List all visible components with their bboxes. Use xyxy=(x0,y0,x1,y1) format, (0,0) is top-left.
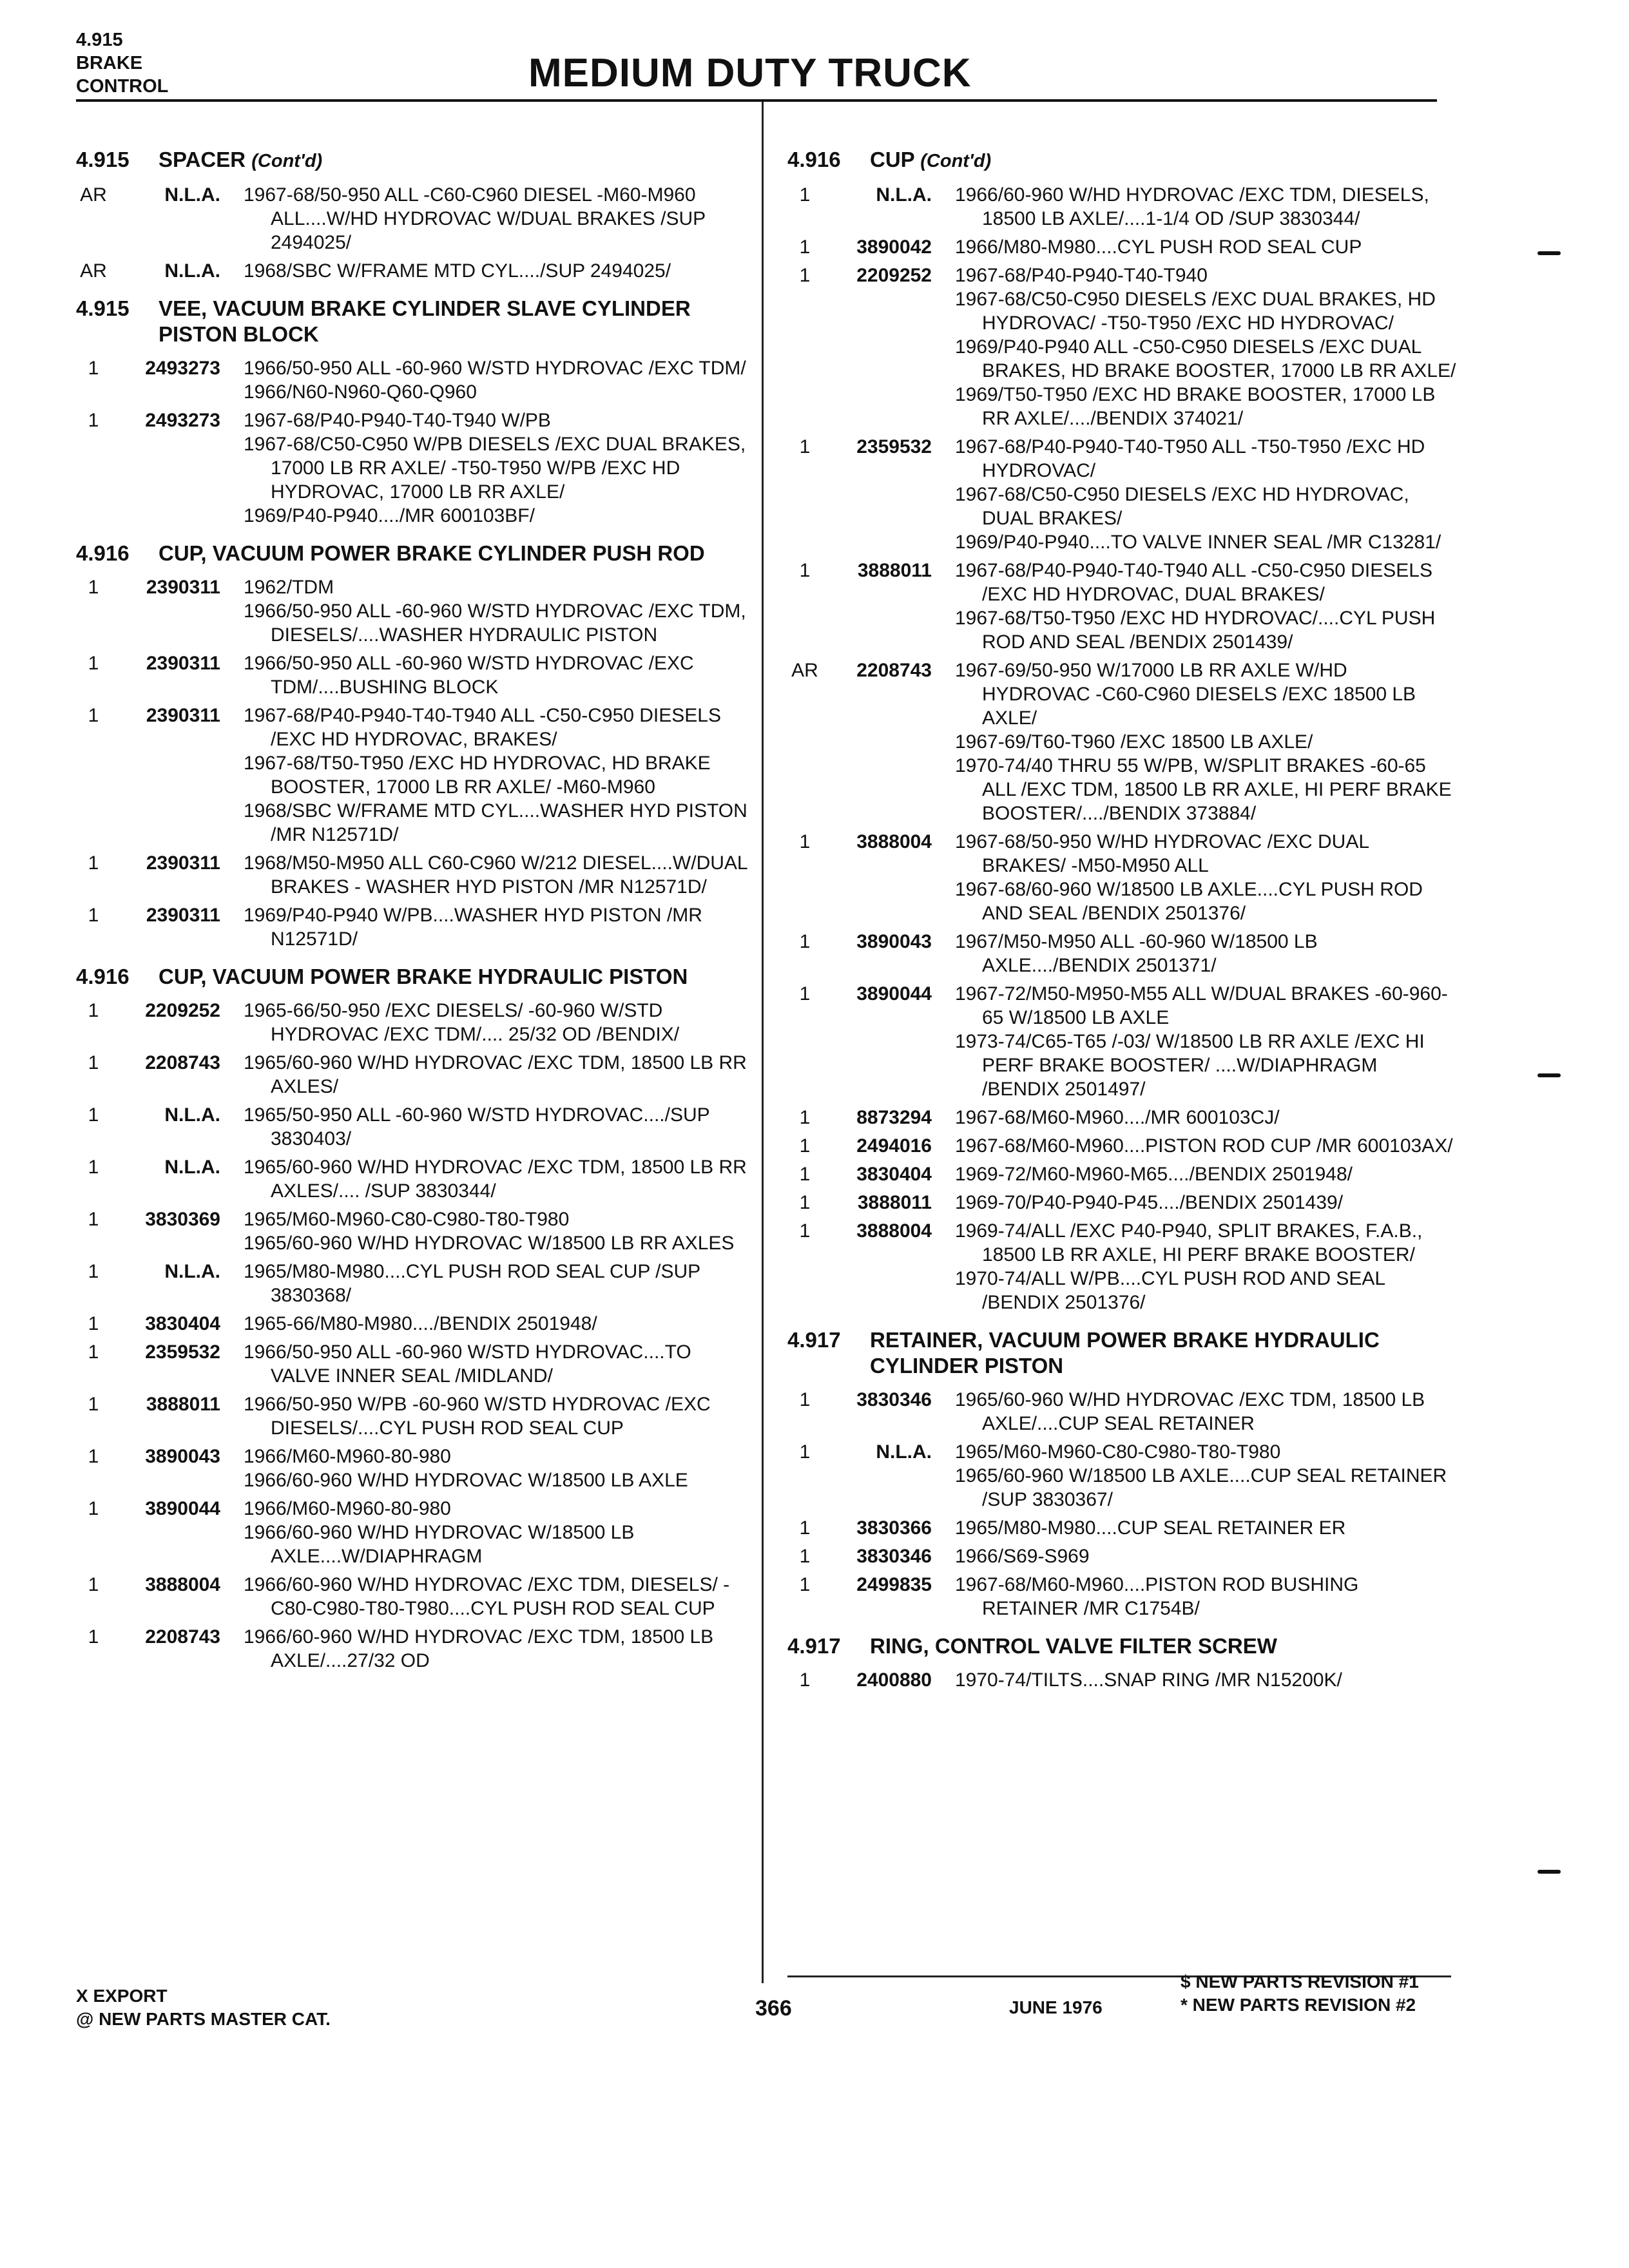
part-description xyxy=(244,1312,753,1336)
part-entry xyxy=(76,1260,753,1307)
part-entry xyxy=(76,704,753,847)
part-number: N.L.A. xyxy=(164,184,220,206)
part-description xyxy=(955,1440,1458,1512)
quantity: 1 xyxy=(88,705,99,726)
part-description xyxy=(244,1625,753,1673)
description-line: 1967-69/50-950 W/17000 LB RR AXLE W/HD HYDROVAC -C60-C960 DIESELS /EXC 18500 LB AXLE/ xyxy=(955,660,1416,729)
description-line: 1965/60-960 W/18500 LB AXLE....CUP SEAL RETAINER /SUP 3830367/ xyxy=(955,1465,1447,1510)
description-line: 1968/SBC W/FRAME MTD CYL....WASHER HYD PISTON /MR N12571D/ xyxy=(244,800,747,845)
quantity: 1 xyxy=(88,1498,99,1519)
part-number: 3890043 xyxy=(856,931,932,952)
section-title-text: RETAINER, VACUUM POWER BRAKE HYDRAULIC CYLINDER PISTON xyxy=(870,1328,1380,1378)
footer-legend-item: @ NEW PARTS MASTER CAT. xyxy=(76,2009,331,2029)
section-title xyxy=(870,147,1458,174)
part-number: 2208743 xyxy=(145,1626,220,1648)
part-entry xyxy=(76,356,753,404)
part-number: 3888011 xyxy=(146,1394,220,1415)
section-heading xyxy=(787,147,1458,174)
part-entry xyxy=(76,183,753,255)
footer-legend-right xyxy=(1181,1970,1419,2017)
section-title xyxy=(870,1327,1458,1379)
part-description xyxy=(955,1573,1458,1620)
quantity: 1 xyxy=(799,1107,811,1128)
part-entry xyxy=(76,1573,753,1620)
description-line: 1967-68/C50-C950 DIESELS /EXC HD HYDROVAC, DUAL BRAKES/ xyxy=(955,484,1409,529)
description-line: 1970-74/TILTS....SNAP RING /MR N15200K/ xyxy=(955,1669,1342,1691)
part-description xyxy=(955,1219,1458,1314)
section-heading xyxy=(76,296,753,347)
quantity: 1 xyxy=(88,905,99,926)
part-description xyxy=(244,1497,753,1568)
section-title-text: CUP xyxy=(870,148,915,171)
description-line: 1969-74/ALL /EXC P40-P940, SPLIT BRAKES, F.A.B., 18500 LB RR AXLE, HI PERF BRAKE BOOSTER/ xyxy=(955,1220,1423,1265)
part-description xyxy=(955,1668,1458,1692)
part-entry xyxy=(787,1544,1458,1568)
part-number: 2390311 xyxy=(146,577,220,598)
section-title xyxy=(870,1633,1458,1659)
part-entry xyxy=(787,930,1458,977)
part-entry xyxy=(787,1440,1458,1512)
description-line: 1966/M80-M980....CYL PUSH ROD SEAL CUP xyxy=(955,236,1362,258)
part-number: 8873294 xyxy=(856,1107,932,1128)
part-entry xyxy=(787,1668,1458,1692)
part-entry xyxy=(787,830,1458,925)
part-description xyxy=(955,235,1458,259)
part-entry xyxy=(76,1155,753,1203)
part-number: 2493273 xyxy=(145,410,220,431)
section-title xyxy=(159,296,753,347)
section-code-line: CONTROL xyxy=(76,76,169,97)
description-line: 1966/M60-M960-80-980 xyxy=(244,1498,451,1519)
footer-legend-item: $ NEW PARTS REVISION #1 xyxy=(1181,1972,1419,1992)
description-line: 1967-68/M60-M960..../MR 600103CJ/ xyxy=(955,1107,1280,1128)
part-description xyxy=(955,930,1458,977)
part-description xyxy=(244,651,753,699)
part-number: 3888011 xyxy=(857,1192,932,1213)
part-number: 2494016 xyxy=(856,1135,932,1157)
description-line: 1967-68/50-950 W/HD HYDROVAC /EXC DUAL BRAKES/ -M50-M950 ALL xyxy=(955,831,1369,876)
quantity: 1 xyxy=(88,1000,99,1021)
part-entry xyxy=(76,999,753,1046)
quantity: 1 xyxy=(88,1209,99,1230)
part-entry xyxy=(76,851,753,899)
quantity: 1 xyxy=(799,983,811,1004)
description-line: 1965/60-960 W/HD HYDROVAC /EXC TDM, 18500 LB RR AXLES/ xyxy=(244,1052,747,1097)
description-line: 1966/50-950 W/PB -60-960 W/STD HYDROVAC /EXC DIESELS/....CYL PUSH ROD SEAL CUP xyxy=(244,1394,711,1439)
part-description xyxy=(955,264,1458,430)
description-line: 1969/P40-P940 ALL -C50-C950 DIESELS /EXC DUAL BRAKES, HD BRAKE BOOSTER, 17000 LB RR AXLE/ xyxy=(955,336,1456,381)
left-column xyxy=(76,147,753,1677)
section-title xyxy=(159,147,753,174)
description-line: 1967-68/60-960 W/18500 LB AXLE....CYL PUSH ROD AND SEAL /BENDIX 2501376/ xyxy=(955,879,1423,924)
description-line: 1969/P40-P940....TO VALVE INNER SEAL /MR C13281/ xyxy=(955,532,1441,553)
description-line: 1967-68/C50-C950 DIESELS /EXC DUAL BRAKES, HD HYDROVAC/ -T50-T950 /EXC HD HYDROVAC/ xyxy=(955,289,1436,334)
part-number: 3888004 xyxy=(856,1220,932,1242)
part-number: 3890043 xyxy=(145,1446,220,1467)
part-entry xyxy=(787,435,1458,554)
part-description xyxy=(955,559,1458,654)
part-description xyxy=(955,1388,1458,1436)
part-number: 3890042 xyxy=(856,236,932,258)
quantity: 1 xyxy=(799,436,811,457)
quantity: 1 xyxy=(799,1220,811,1242)
right-column xyxy=(787,147,1458,1696)
description-line: 1965/M60-M960-C80-C980-T80-T980 xyxy=(244,1209,570,1230)
part-entry xyxy=(787,1573,1458,1620)
description-line: 1965/50-950 ALL -60-960 W/STD HYDROVAC..../SUP 3830403/ xyxy=(244,1104,710,1149)
description-line: 1966/50-950 ALL -60-960 W/STD HYDROVAC....TO VALVE INNER SEAL /MIDLAND/ xyxy=(244,1341,691,1387)
section-title-text: CUP, VACUUM POWER BRAKE CYLINDER PUSH ROD xyxy=(159,541,705,565)
part-description xyxy=(244,259,753,283)
part-number: 3888011 xyxy=(857,560,932,581)
part-number: 2209252 xyxy=(145,1000,220,1021)
part-description xyxy=(244,356,753,404)
part-description xyxy=(244,1155,753,1203)
description-line: 1966/60-960 W/HD HYDROVAC /EXC TDM, DIESELS/ -C80-C980-T80-T980....CYL PUSH ROD SEAL CUP xyxy=(244,1574,730,1619)
part-entry xyxy=(787,183,1458,231)
footer-legend-item: * NEW PARTS REVISION #2 xyxy=(1181,1995,1416,2015)
part-number: 2208743 xyxy=(856,660,932,681)
section-heading xyxy=(787,1327,1458,1379)
part-number: N.L.A. xyxy=(164,1104,220,1126)
part-entry xyxy=(76,259,753,283)
part-entry xyxy=(76,1207,753,1255)
part-description xyxy=(244,1392,753,1440)
part-description xyxy=(955,1544,1458,1568)
quantity: 1 xyxy=(88,1052,99,1073)
section-heading xyxy=(787,1633,1458,1659)
part-description xyxy=(955,183,1458,231)
section-title xyxy=(159,964,753,990)
description-line: 1967/M50-M950 ALL -60-960 W/18500 LB AXLE..../BENDIX 2501371/ xyxy=(955,931,1318,976)
part-description xyxy=(955,1134,1458,1158)
part-entry xyxy=(787,559,1458,654)
section-number: 4.916 xyxy=(76,541,130,565)
description-line: 1968/SBC W/FRAME MTD CYL..../SUP 2494025/ xyxy=(244,260,671,282)
part-description xyxy=(244,1207,753,1255)
part-number: N.L.A. xyxy=(876,1441,932,1463)
description-line: 1966/60-960 W/HD HYDROVAC W/18500 LB AXLE....W/DIAPHRAGM xyxy=(244,1522,635,1567)
quantity: 1 xyxy=(799,1574,811,1595)
part-entry xyxy=(787,1388,1458,1436)
quantity: 1 xyxy=(88,1157,99,1178)
description-line: 1967-68/P40-P940-T40-T940 ALL -C50-C950 DIESELS /EXC HD HYDROVAC, DUAL BRAKES/ xyxy=(955,560,1432,605)
section-title-text: SPACER xyxy=(159,148,246,171)
part-entry xyxy=(787,235,1458,259)
part-entry xyxy=(76,1340,753,1388)
continued-label: (Cont'd) xyxy=(920,151,992,171)
part-description xyxy=(244,704,753,847)
quantity: 1 xyxy=(799,1389,811,1410)
description-line: 1966/50-950 ALL -60-960 W/STD HYDROVAC /EXC TDM, DIESELS/....WASHER HYDRAULIC PISTON xyxy=(244,601,746,646)
section-title-text: RING, CONTROL VALVE FILTER SCREW xyxy=(870,1634,1277,1658)
page-number: 366 xyxy=(755,1996,792,2021)
section-number: 4.917 xyxy=(787,1328,841,1352)
quantity: 1 xyxy=(88,1104,99,1126)
section-code xyxy=(76,28,168,98)
part-number: 2390311 xyxy=(146,852,220,874)
description-line: 1967-68/T50-T950 /EXC HD HYDROVAC/....CYL PUSH ROD AND SEAL /BENDIX 2501439/ xyxy=(955,608,1436,653)
quantity: 1 xyxy=(88,1574,99,1595)
part-number: 2390311 xyxy=(146,705,220,726)
description-line: 1965-66/50-950 /EXC DIESELS/ -60-960 W/STD HYDROVAC /EXC TDM/.... 25/32 OD /BENDIX/ xyxy=(244,1000,680,1045)
part-description xyxy=(955,1106,1458,1129)
section-heading xyxy=(76,964,753,990)
part-number: 3830346 xyxy=(856,1389,932,1410)
part-entry xyxy=(787,658,1458,825)
description-line: 1967-68/P40-P940-T40-T940 xyxy=(955,265,1208,286)
part-entry xyxy=(787,1134,1458,1158)
section-number: 4.915 xyxy=(76,148,130,171)
part-entry xyxy=(787,1191,1458,1215)
part-number: N.L.A. xyxy=(876,184,932,206)
description-line: 1965/60-960 W/HD HYDROVAC W/18500 LB RR AXLES xyxy=(244,1233,735,1254)
description-line: 1967-68/T50-T950 /EXC HD HYDROVAC, HD BRAKE BOOSTER, 17000 LB RR AXLE/ -M60-M960 xyxy=(244,753,711,798)
quantity: 1 xyxy=(88,1313,99,1334)
footer-legend-item: X EXPORT xyxy=(76,1986,168,2006)
part-entry xyxy=(787,1106,1458,1129)
part-entry xyxy=(76,575,753,647)
part-number: N.L.A. xyxy=(164,1157,220,1178)
description-line: 1967-68/P40-P940-T40-T940 W/PB xyxy=(244,410,551,431)
section-title-text: CUP, VACUUM POWER BRAKE HYDRAULIC PISTON xyxy=(159,965,688,988)
part-description xyxy=(955,1191,1458,1215)
description-line: 1970-74/40 THRU 55 W/PB, W/SPLIT BRAKES -60-65 ALL /EXC TDM, 18500 LB RR AXLE, HI PERF BRAKE BOOSTER/..../BENDIX 373884/ xyxy=(955,755,1452,824)
part-entry xyxy=(787,982,1458,1101)
part-description xyxy=(244,851,753,899)
quantity: 1 xyxy=(88,1626,99,1648)
page-title: MEDIUM DUTY TRUCK xyxy=(528,51,972,95)
margin-mark xyxy=(1537,1073,1561,1077)
part-number: 2400880 xyxy=(856,1669,932,1691)
part-entry xyxy=(787,264,1458,430)
quantity: 1 xyxy=(799,265,811,286)
part-number: N.L.A. xyxy=(164,1261,220,1282)
description-line: 1966/50-950 ALL -60-960 W/STD HYDROVAC /EXC TDM/....BUSHING BLOCK xyxy=(244,653,694,698)
description-line: 1966/50-950 ALL -60-960 W/STD HYDROVAC /EXC TDM/ xyxy=(244,358,746,379)
description-line: 1967-72/M50-M950-M55 ALL W/DUAL BRAKES -60-960-65 W/18500 LB AXLE xyxy=(955,983,1448,1028)
description-line: 1969-72/M60-M960-M65..../BENDIX 2501948/ xyxy=(955,1164,1353,1185)
description-line: 1969-70/P40-P940-P45..../BENDIX 2501439/ xyxy=(955,1192,1344,1213)
quantity: 1 xyxy=(88,1261,99,1282)
part-number: 2493273 xyxy=(145,358,220,379)
section-code-line: 4.915 xyxy=(76,30,123,50)
description-line: 1965/M60-M960-C80-C980-T80-T980 xyxy=(955,1441,1281,1463)
part-description xyxy=(244,575,753,647)
part-description xyxy=(244,183,753,255)
part-description xyxy=(244,1103,753,1151)
description-line: 1967-68/P40-P940-T40-T940 ALL -C50-C950 DIESELS /EXC HD HYDROVAC, BRAKES/ xyxy=(244,705,721,750)
quantity: 1 xyxy=(799,1135,811,1157)
description-line: 1962/TDM xyxy=(244,577,334,598)
description-line: 1967-68/50-950 ALL -C60-C960 DIESEL -M60-M960 ALL....W/HD HYDROVAC W/DUAL BRAKES /SUP 2494025/ xyxy=(244,184,706,253)
part-description xyxy=(244,1260,753,1307)
margin-mark xyxy=(1537,1870,1561,1874)
description-line: 1968/M50-M950 ALL C60-C960 W/212 DIESEL....W/DUAL BRAKES - WASHER HYD PISTON /MR N12571D/ xyxy=(244,852,747,898)
part-entry xyxy=(76,408,753,528)
part-number: N.L.A. xyxy=(164,260,220,282)
description-line: 1965/M80-M980....CYL PUSH ROD SEAL CUP /SUP 3830368/ xyxy=(244,1261,700,1306)
quantity: 1 xyxy=(88,653,99,674)
part-entry xyxy=(787,1516,1458,1540)
part-description xyxy=(244,1573,753,1620)
section-code-line: BRAKE xyxy=(76,53,143,73)
continued-label: (Cont'd) xyxy=(251,151,323,171)
part-number: 3890044 xyxy=(856,983,932,1004)
description-line: 1967-68/M60-M960....PISTON ROD BUSHING RETAINER /MR C1754B/ xyxy=(955,1574,1359,1619)
part-entry xyxy=(76,1312,753,1336)
header-divider xyxy=(76,99,1437,102)
quantity: 1 xyxy=(799,236,811,258)
description-line: 1969/P40-P940 W/PB....WASHER HYD PISTON /MR N12571D/ xyxy=(244,905,702,950)
description-line: 1966/M60-M960-80-980 xyxy=(244,1446,451,1467)
part-number: 2390311 xyxy=(146,905,220,926)
quantity: 1 xyxy=(88,1394,99,1415)
part-description xyxy=(244,903,753,951)
quantity: 1 xyxy=(799,560,811,581)
quantity: 1 xyxy=(799,1441,811,1463)
section-heading xyxy=(76,541,753,566)
section-title xyxy=(159,541,753,566)
description-line: 1966/N60-N960-Q60-Q960 xyxy=(244,381,477,403)
part-number: 3830366 xyxy=(856,1517,932,1539)
part-description xyxy=(244,408,753,528)
description-line: 1967-68/C50-C950 W/PB DIESELS /EXC DUAL BRAKES, 17000 LB RR AXLE/ -T50-T950 W/PB /EXC HD HYDROVAC, 17000 LB RR AXLE/ xyxy=(244,434,746,503)
part-entry xyxy=(76,903,753,951)
description-line: 1967-69/T60-T960 /EXC 18500 LB AXLE/ xyxy=(955,731,1313,753)
quantity: AR xyxy=(80,260,107,282)
description-line: 1965/60-960 W/HD HYDROVAC /EXC TDM, 18500 LB RR AXLES/.... /SUP 3830344/ xyxy=(244,1157,747,1202)
part-entry xyxy=(76,1445,753,1492)
part-number: 2359532 xyxy=(856,436,932,457)
quantity: 1 xyxy=(88,852,99,874)
part-number: 2359532 xyxy=(145,1341,220,1363)
part-entry xyxy=(787,1162,1458,1186)
part-number: 3830404 xyxy=(145,1313,220,1334)
part-number: 3830404 xyxy=(856,1164,932,1185)
description-line: 1969/P40-P940..../MR 600103BF/ xyxy=(244,505,535,526)
description-line: 1966/60-960 W/HD HYDROVAC /EXC TDM, DIESELS, 18500 LB AXLE/....1-1/4 OD /SUP 3830344/ xyxy=(955,184,1429,229)
quantity: 1 xyxy=(88,358,99,379)
quantity: 1 xyxy=(799,1669,811,1691)
quantity: 1 xyxy=(799,1546,811,1567)
section-number: 4.916 xyxy=(787,148,841,171)
part-description xyxy=(244,1340,753,1388)
description-line: 1966/S69-S969 xyxy=(955,1546,1090,1567)
part-number: 3888004 xyxy=(856,831,932,852)
description-line: 1965/M80-M980....CUP SEAL RETAINER ER xyxy=(955,1517,1346,1539)
part-description xyxy=(955,658,1458,825)
part-number: 3890044 xyxy=(145,1498,220,1519)
part-number: 2499835 xyxy=(856,1574,932,1595)
quantity: 1 xyxy=(88,577,99,598)
description-line: 1965-66/M80-M980..../BENDIX 2501948/ xyxy=(244,1313,597,1334)
part-number: 2209252 xyxy=(856,265,932,286)
part-description xyxy=(244,1051,753,1099)
section-number: 4.917 xyxy=(787,1634,841,1658)
quantity: 1 xyxy=(799,1517,811,1539)
description-line: 1966/60-960 W/HD HYDROVAC /EXC TDM, 18500 LB AXLE/....27/32 OD xyxy=(244,1626,714,1671)
quantity: 1 xyxy=(799,1164,811,1185)
section-heading xyxy=(76,147,753,174)
quantity: AR xyxy=(791,660,818,681)
part-number: 2208743 xyxy=(145,1052,220,1073)
part-description xyxy=(244,1445,753,1492)
part-entry xyxy=(76,1497,753,1568)
quantity: 1 xyxy=(799,1192,811,1213)
description-line: 1970-74/ALL W/PB....CYL PUSH ROD AND SEAL /BENDIX 2501376/ xyxy=(955,1268,1385,1313)
part-entry xyxy=(76,1103,753,1151)
section-number: 4.916 xyxy=(76,965,130,988)
part-number: 3830346 xyxy=(856,1546,932,1567)
part-number: 3830369 xyxy=(145,1209,220,1230)
part-description xyxy=(244,999,753,1046)
part-description xyxy=(955,435,1458,554)
quantity: 1 xyxy=(88,1341,99,1363)
margin-mark xyxy=(1537,251,1561,255)
part-entry xyxy=(76,1392,753,1440)
quantity: 1 xyxy=(799,184,811,206)
part-entry xyxy=(787,1219,1458,1314)
description-line: 1969/T50-T950 /EXC HD BRAKE BOOSTER, 17000 LB RR AXLE/..../BENDIX 374021/ xyxy=(955,384,1436,429)
column-divider xyxy=(762,102,764,1983)
description-line: 1966/60-960 W/HD HYDROVAC W/18500 LB AXLE xyxy=(244,1470,688,1491)
description-line: 1967-68/M60-M960....PISTON ROD CUP /MR 600103AX/ xyxy=(955,1135,1453,1157)
description-line: 1967-68/P40-P940-T40-T950 ALL -T50-T950 /EXC HD HYDROVAC/ xyxy=(955,436,1425,481)
part-description xyxy=(955,1162,1458,1186)
section-title-text: VEE, VACUUM BRAKE CYLINDER SLAVE CYLINDER PISTON BLOCK xyxy=(159,296,691,346)
part-entry xyxy=(76,1625,753,1673)
quantity: 1 xyxy=(799,831,811,852)
footer-legend-left xyxy=(76,1984,331,2031)
quantity: 1 xyxy=(799,931,811,952)
part-number: 2390311 xyxy=(146,653,220,674)
description-line: 1973-74/C65-T65 /-03/ W/18500 LB RR AXLE /EXC HI PERF BRAKE BOOSTER/ ....W/DIAPHRAGM /BENDIX 2501497/ xyxy=(955,1031,1425,1100)
part-entry xyxy=(76,651,753,699)
section-number: 4.915 xyxy=(76,296,130,320)
part-number: 3888004 xyxy=(145,1574,220,1595)
part-description xyxy=(955,830,1458,925)
part-description xyxy=(955,982,1458,1101)
part-description xyxy=(955,1516,1458,1540)
quantity: 1 xyxy=(88,1446,99,1467)
part-entry xyxy=(76,1051,753,1099)
quantity: AR xyxy=(80,184,107,206)
description-line: 1965/60-960 W/HD HYDROVAC /EXC TDM, 18500 LB AXLE/....CUP SEAL RETAINER xyxy=(955,1389,1425,1434)
publication-date: JUNE 1976 xyxy=(1009,1997,1103,2017)
quantity: 1 xyxy=(88,410,99,431)
